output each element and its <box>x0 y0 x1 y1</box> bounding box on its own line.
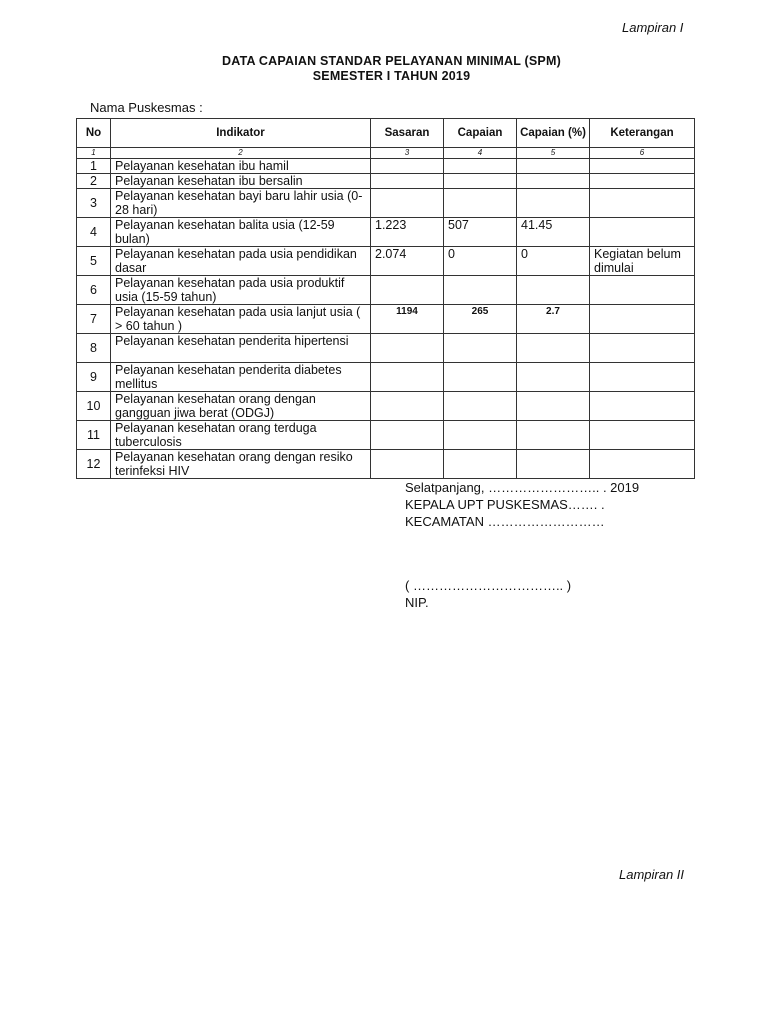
row-no: 7 <box>77 305 111 334</box>
document-subtitle: SEMESTER I TAHUN 2019 <box>312 69 471 83</box>
row-sasaran: 2.074 <box>371 247 444 276</box>
row-keterangan <box>590 276 695 305</box>
row-capaian: 507 <box>444 218 517 247</box>
table-header-row <box>77 119 695 148</box>
signature-name: ( …………………………….. ) <box>405 578 572 593</box>
row-capaian <box>444 159 517 174</box>
row-keterangan <box>590 174 695 189</box>
row-no: 6 <box>77 276 111 305</box>
signature-kecamatan: KECAMATAN ……………………… <box>405 514 605 529</box>
header-capaian: Capaian <box>444 119 517 148</box>
row-no: 4 <box>77 218 111 247</box>
row-capaian-pct <box>517 363 590 392</box>
row-no: 10 <box>77 392 111 421</box>
row-sasaran <box>371 276 444 305</box>
row-indikator: Pelayanan kesehatan bayi baru lahir usia (0-28 hari) <box>111 189 371 218</box>
row-sasaran <box>371 189 444 218</box>
attachment-label-top: Lampiran I <box>622 20 684 35</box>
row-no: 5 <box>77 247 111 276</box>
row-sasaran <box>371 159 444 174</box>
row-capaian <box>444 174 517 189</box>
table-row <box>77 421 695 450</box>
column-number: 4 <box>444 148 517 159</box>
row-keterangan: Kegiatan belum dimulai <box>590 247 695 276</box>
row-indikator: Pelayanan kesehatan penderita diabetes mellitus <box>111 363 371 392</box>
row-capaian-pct <box>517 159 590 174</box>
row-capaian-pct <box>517 392 590 421</box>
column-number: 1 <box>77 148 111 159</box>
row-keterangan <box>590 450 695 479</box>
row-no: 9 <box>77 363 111 392</box>
signature-place-date: Selatpanjang, …………………….. . 2019 <box>405 480 640 495</box>
signature-position: KEPALA UPT PUSKESMAS……. . <box>405 497 605 512</box>
table-row <box>77 363 695 392</box>
row-no: 12 <box>77 450 111 479</box>
row-indikator: Pelayanan kesehatan orang dengan gangguan jiwa berat (ODGJ) <box>111 392 371 421</box>
table-row <box>77 247 695 276</box>
row-keterangan <box>590 392 695 421</box>
row-indikator: Pelayanan kesehatan pada usia lanjut usia ( > 60 tahun ) <box>111 305 371 334</box>
table-row <box>77 305 695 334</box>
table-row <box>77 174 695 189</box>
row-indikator: Pelayanan kesehatan ibu hamil <box>111 159 371 174</box>
header-keterangan: Keterangan <box>590 119 695 148</box>
row-indikator: Pelayanan kesehatan penderita hipertensi <box>111 334 371 363</box>
header-capaian-pct: Capaian (%) <box>517 119 590 148</box>
row-capaian <box>444 189 517 218</box>
document-title: DATA CAPAIAN STANDAR PELAYANAN MINIMAL (SPM) <box>222 54 561 68</box>
row-indikator: Pelayanan kesehatan pada usia pendidikan dasar <box>111 247 371 276</box>
row-capaian-pct <box>517 421 590 450</box>
row-keterangan <box>590 159 695 174</box>
table-row <box>77 334 695 363</box>
row-sasaran <box>371 450 444 479</box>
row-capaian-pct <box>517 276 590 305</box>
header-no: No <box>77 119 111 148</box>
row-no: 8 <box>77 334 111 363</box>
row-indikator: Pelayanan kesehatan orang dengan resiko terinfeksi HIV <box>111 450 371 479</box>
column-number: 6 <box>590 148 695 159</box>
row-capaian-pct <box>517 450 590 479</box>
row-indikator: Pelayanan kesehatan orang terduga tuberculosis <box>111 421 371 450</box>
row-capaian: 265 <box>444 305 517 334</box>
row-sasaran: 1.223 <box>371 218 444 247</box>
row-keterangan <box>590 189 695 218</box>
signature-nip: NIP. <box>405 595 429 610</box>
row-no: 1 <box>77 159 111 174</box>
row-capaian: 0 <box>444 247 517 276</box>
row-sasaran <box>371 174 444 189</box>
row-keterangan <box>590 218 695 247</box>
row-capaian-pct <box>517 189 590 218</box>
row-keterangan <box>590 421 695 450</box>
row-sasaran <box>371 363 444 392</box>
row-keterangan <box>590 363 695 392</box>
row-indikator: Pelayanan kesehatan ibu bersalin <box>111 174 371 189</box>
table-row <box>77 159 695 174</box>
table-row <box>77 276 695 305</box>
row-no: 3 <box>77 189 111 218</box>
table-row <box>77 218 695 247</box>
table-row <box>77 189 695 218</box>
row-capaian <box>444 276 517 305</box>
row-capaian <box>444 334 517 363</box>
row-capaian <box>444 450 517 479</box>
puskesmas-name-label: Nama Puskesmas : <box>90 100 203 115</box>
header-indikator: Indikator <box>111 119 371 148</box>
row-no: 11 <box>77 421 111 450</box>
row-capaian-pct: 0 <box>517 247 590 276</box>
column-number: 5 <box>517 148 590 159</box>
row-capaian <box>444 363 517 392</box>
attachment-label-bottom: Lampiran II <box>619 867 685 882</box>
table-row <box>77 392 695 421</box>
row-capaian-pct: 41.45 <box>517 218 590 247</box>
row-keterangan <box>590 305 695 334</box>
row-capaian <box>444 421 517 450</box>
header-sasaran: Sasaran <box>371 119 444 148</box>
row-sasaran <box>371 421 444 450</box>
row-indikator: Pelayanan kesehatan balita usia (12-59 bulan) <box>111 218 371 247</box>
row-sasaran <box>371 392 444 421</box>
row-sasaran: 1194 <box>371 305 444 334</box>
spm-table <box>76 118 695 479</box>
row-capaian-pct: 2.7 <box>517 305 590 334</box>
column-number: 3 <box>371 148 444 159</box>
row-keterangan <box>590 334 695 363</box>
row-capaian <box>444 392 517 421</box>
row-capaian-pct <box>517 174 590 189</box>
row-sasaran <box>371 334 444 363</box>
column-number: 2 <box>111 148 371 159</box>
row-indikator: Pelayanan kesehatan pada usia produktif usia (15-59 tahun) <box>111 276 371 305</box>
column-number-row <box>77 148 695 159</box>
row-no: 2 <box>77 174 111 189</box>
row-capaian-pct <box>517 334 590 363</box>
table-row <box>77 450 695 479</box>
